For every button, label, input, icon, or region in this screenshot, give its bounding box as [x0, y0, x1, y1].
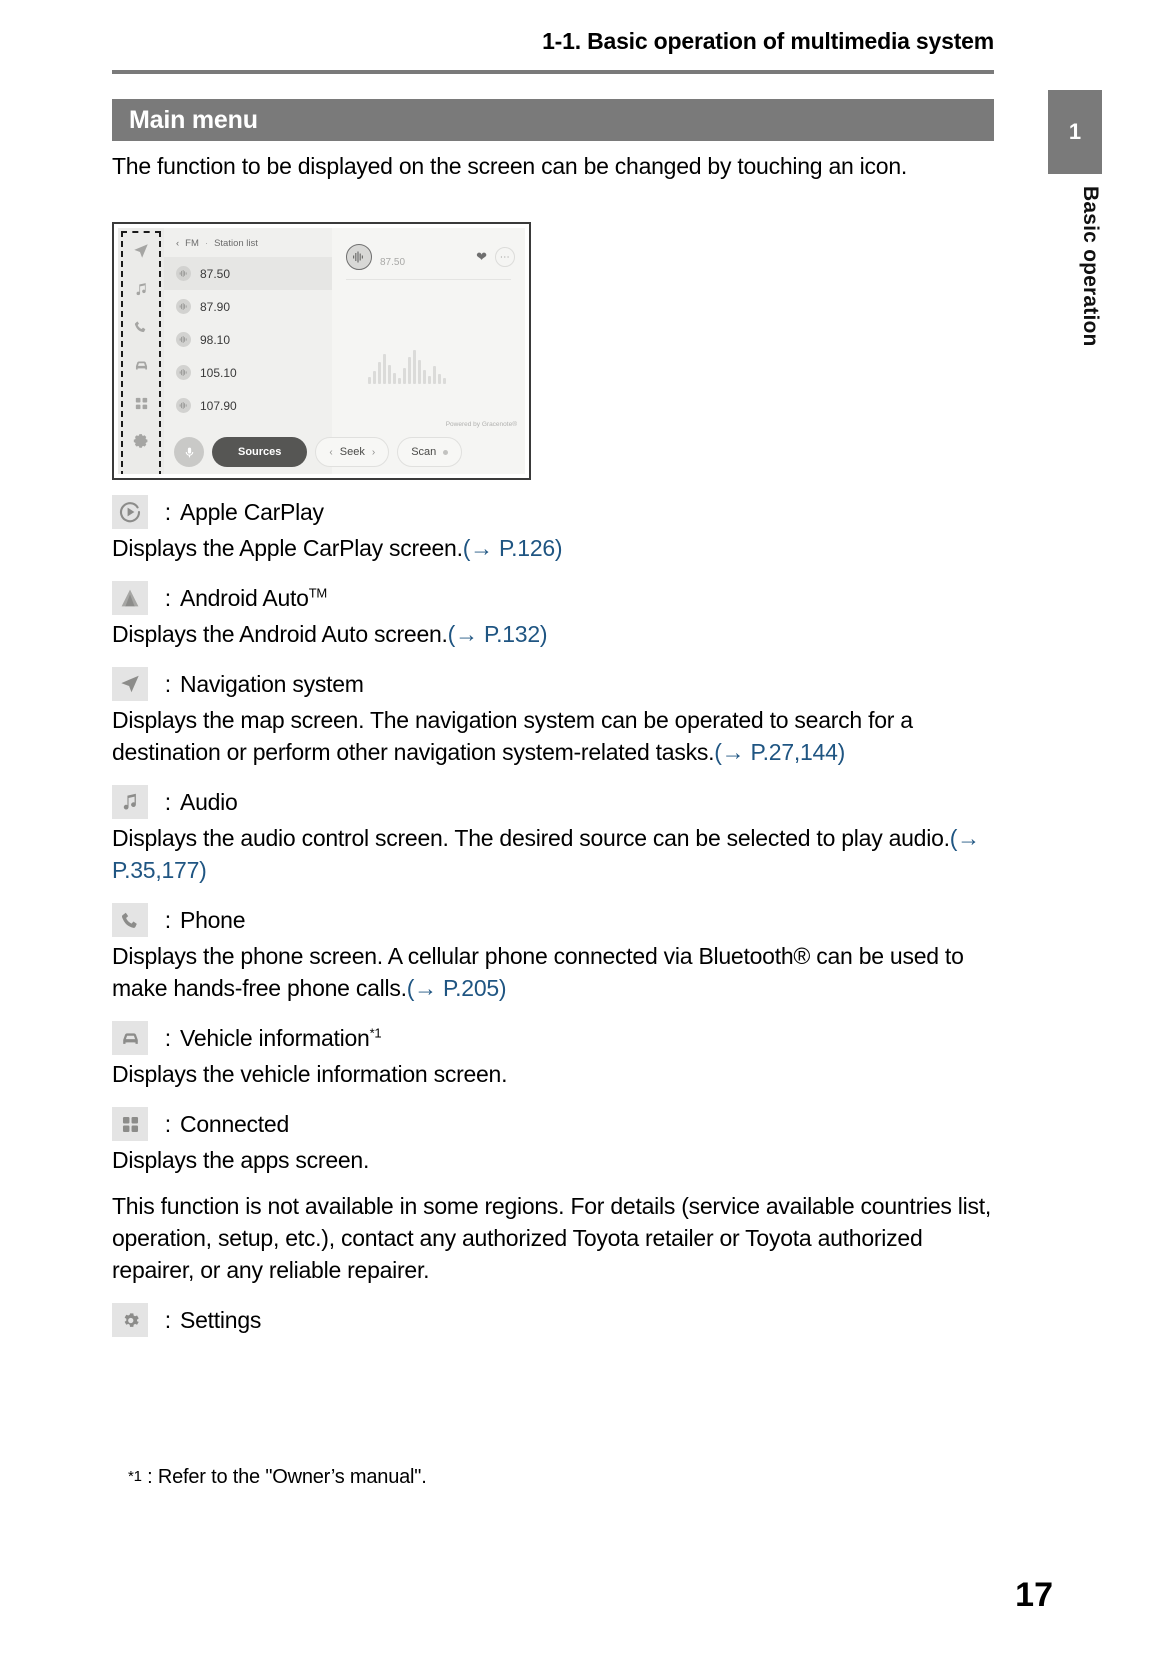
playback-control-bar [164, 430, 525, 474]
station-frequency: 107.90 [200, 398, 237, 413]
legend-label: Phone [180, 906, 246, 933]
legend-entry-navigation [112, 664, 1002, 704]
legend-colon: : [164, 906, 172, 933]
header-divider [112, 70, 994, 74]
legend-description-audio: Displays the audio control screen. The desired source can be selected to play audio.(→ P.35,177) [112, 825, 980, 883]
legend-colon: : [164, 1306, 172, 1333]
legend-entry-android-auto [112, 578, 1002, 618]
legend-label: Vehicle information$^{*1}$ [180, 1024, 382, 1051]
chapter-tab-label: Basic operation [1079, 186, 1102, 347]
station-frequency: 105.10 [200, 365, 237, 380]
phone-icon[interactable] [130, 316, 152, 338]
navigation-arrow-icon[interactable] [130, 240, 152, 262]
apps-grid-icon [112, 1107, 148, 1141]
scan-status-dot [443, 450, 448, 455]
legend-colon: : [164, 584, 172, 611]
legend-colon: : [164, 1024, 172, 1051]
android-auto-icon [112, 581, 148, 615]
scan-label: Scan [411, 446, 437, 458]
legend-colon: : [164, 670, 172, 697]
legend-colon: : [164, 498, 172, 525]
radio-waveform-icon [176, 332, 191, 347]
legend-entry-vehicle-information [112, 1018, 1002, 1058]
back-chevron-icon[interactable]: ‹ [176, 238, 180, 249]
footnote-marker: *1 [369, 1024, 382, 1040]
page-reference: (→ P.27,144) [714, 739, 846, 765]
seek-control[interactable] [315, 437, 389, 467]
legend-label: Android Auto™ [180, 584, 327, 611]
breadcrumb [164, 228, 332, 257]
page-reference: (→ P.132) [447, 621, 548, 647]
legend-description-navigation: Displays the map screen. The navigation system can be operated to search for a destination or perform other navigation system-related tasks.(→ P.27,144) [112, 707, 913, 765]
radio-waveform-icon [176, 365, 191, 380]
legend-colon: : [164, 1110, 172, 1137]
legend-entry-phone [112, 900, 1002, 940]
footnote-marker: *1 [128, 1468, 142, 1485]
sources-button[interactable]: Sources [212, 437, 307, 467]
trademark-superscript: TM [308, 584, 327, 600]
section-title: Main menu [112, 99, 994, 141]
legend-entry-settings [112, 1300, 1002, 1340]
station-list-item[interactable] [164, 290, 332, 323]
gear-icon [112, 1303, 148, 1337]
gracenote-attribution: Powered by Gracenote® [445, 421, 517, 428]
car-icon [112, 1021, 148, 1055]
microphone-icon[interactable] [174, 437, 204, 467]
more-options-icon[interactable]: ⋯ [495, 247, 515, 267]
station-list-item[interactable] [164, 323, 332, 356]
legend-label: Connected [180, 1110, 289, 1137]
running-header: 1-1. Basic operation of multimedia system [542, 28, 994, 54]
multimedia-screen-illustration [112, 222, 531, 480]
phone-icon [112, 903, 148, 937]
legend-entry-audio [112, 782, 1002, 822]
connected-availability-note: This function is not available in some regions. For details (service available countries list, operation, setup, etc.), contact any authorized Toyota retailer or Toyota authorized repairer, or any reliable repairer. [112, 1193, 992, 1283]
station-list-item[interactable] [164, 389, 332, 422]
station-frequency: 87.50 [200, 266, 231, 281]
gear-icon[interactable] [130, 430, 152, 452]
legend-label: Apple CarPlay [180, 498, 324, 525]
legend-description-vehicle-information: Displays the vehicle information screen. [112, 1061, 508, 1087]
legend-description-connected: Displays the apps screen. [112, 1147, 370, 1173]
seek-prev-icon[interactable]: ‹ [329, 446, 333, 458]
legend-entry-apple-carplay [112, 492, 1002, 532]
station-list-item[interactable] [164, 257, 332, 290]
breadcrumb-page: Station list [214, 238, 258, 249]
legend-label: Audio [180, 788, 238, 815]
station-waveform-badge-icon [346, 244, 372, 270]
legend-description-android-auto: Displays the Android Auto screen.(→ P.132) [112, 621, 548, 647]
main-menu-rail [118, 228, 164, 474]
page-number: 17 [1015, 1576, 1053, 1614]
legend-description-apple-carplay: Displays the Apple CarPlay screen.(→ P.126) [112, 535, 563, 561]
page-reference: (→ P.126) [462, 535, 563, 561]
seek-next-icon[interactable]: › [371, 446, 376, 458]
legend-label: Navigation system [180, 670, 364, 697]
apps-grid-icon[interactable] [130, 392, 152, 414]
page-reference: (→ P.205) [406, 975, 507, 1001]
section-intro: The function to be displayed on the screen can be changed by touching an icon. [112, 153, 908, 179]
station-frequency: 87.90 [200, 299, 231, 314]
footnote [128, 1466, 427, 1489]
navigation-arrow-icon [112, 667, 148, 701]
radio-waveform-icon [176, 266, 191, 281]
radio-waveform-icon [176, 299, 191, 314]
scan-button[interactable] [397, 437, 462, 467]
legend-label: Settings [180, 1306, 262, 1333]
station-frequency: 98.10 [200, 332, 231, 347]
page-reference: (→ P.35,177) [112, 825, 980, 883]
legend-entry-connected [112, 1104, 1002, 1144]
now-playing-frequency: 87.50 [380, 257, 406, 268]
radio-waveform-icon [176, 398, 191, 413]
station-list-item[interactable] [164, 356, 332, 389]
seek-label: Seek [339, 446, 365, 458]
chapter-tab-number: 1 [1048, 90, 1102, 174]
legend-colon: : [164, 788, 172, 815]
footnote-colon: : [147, 1466, 153, 1488]
audio-waveform-visual [368, 344, 446, 384]
music-note-icon [112, 785, 148, 819]
divider [346, 279, 511, 280]
legend-description-phone: Displays the phone screen. A cellular phone connected via Bluetooth® can be used to make hands-free phone calls.(→ P.205) [112, 943, 964, 1001]
heart-icon[interactable]: ❤ [476, 249, 487, 264]
breadcrumb-source[interactable]: FM [185, 238, 199, 249]
apple-carplay-icon [112, 495, 148, 529]
car-icon[interactable] [130, 354, 152, 376]
music-note-icon[interactable] [130, 278, 152, 300]
screen-mock [118, 228, 525, 474]
breadcrumb-separator: · [204, 238, 209, 249]
footnote-text: Refer to the "Owner’s manual". [157, 1466, 427, 1488]
